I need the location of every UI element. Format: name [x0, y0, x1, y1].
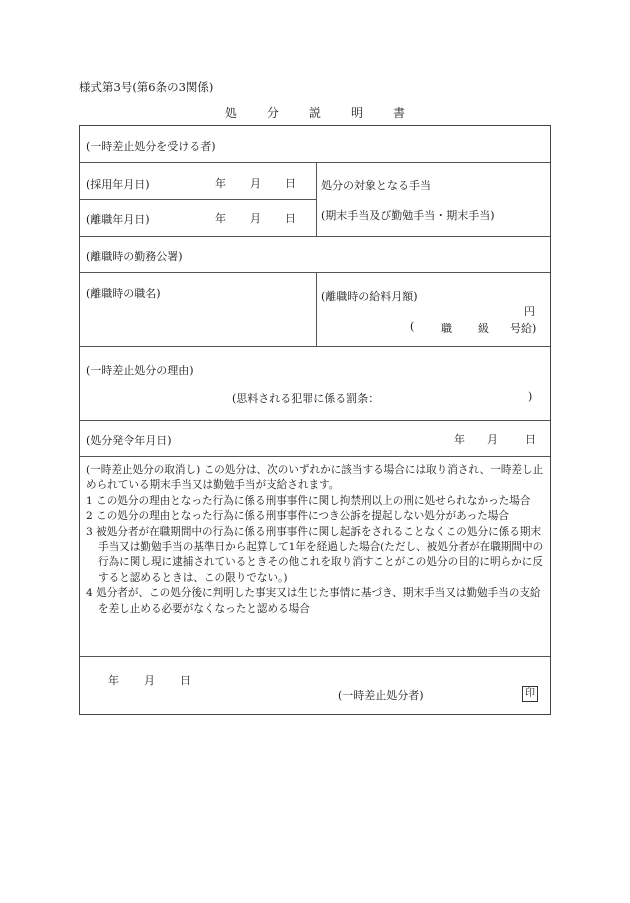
- row-divider: [80, 656, 550, 657]
- hire-date-label: (採用年月日): [86, 178, 150, 191]
- form-frame: [79, 125, 551, 715]
- hire-year-unit: 年: [215, 177, 226, 190]
- column-divider: [316, 162, 317, 236]
- signature-year-unit: 年: [108, 674, 119, 687]
- reason-label: (一時差止処分の理由): [86, 364, 194, 377]
- issue-date-label: (処分発令年月日): [86, 434, 172, 447]
- workplace-label: (離職時の勤務公署): [86, 250, 183, 263]
- penalty-close: ): [528, 390, 533, 403]
- retire-year-unit: 年: [215, 212, 226, 225]
- issuer-label: (一時差止処分者): [338, 689, 424, 702]
- row-divider: [80, 346, 550, 347]
- notes-item: 3 被処分者が在職期間中の行為に係る刑事事件に関し起訴をされることなくこの処分に係る期末手当又は勤勉手当の基準日から起算して1年を経過した場合(ただし、被処分者が在職期間中の行為に関し現に逮捕されているときその他これを取り消すことがこの処分の目的に明らかに反すると認めるときは、この限りでない。): [86, 525, 544, 584]
- salary-label: (離職時の給料月額): [321, 290, 418, 303]
- salary-unit: 円: [524, 305, 535, 318]
- row-divider: [80, 420, 550, 421]
- revocation-notes: [86, 463, 548, 617]
- grade-class: 職: [441, 322, 452, 335]
- issue-day-unit: 日: [525, 433, 536, 446]
- column-divider: [316, 272, 317, 346]
- row-divider: [80, 272, 550, 273]
- penalty-label: (思料される犯罪に係る罰条：: [232, 392, 380, 405]
- grade-level: 級: [478, 322, 489, 335]
- signature-day-unit: 日: [180, 674, 191, 687]
- hire-month-unit: 月: [250, 177, 261, 190]
- issue-year-unit: 年: [454, 433, 465, 446]
- allowance-label: 処分の対象となる手当: [321, 179, 431, 192]
- document-title: 処 分 説 明 書: [224, 106, 406, 120]
- grade-step: 号給): [510, 322, 537, 335]
- position-label: (離職時の職名): [86, 287, 161, 300]
- retire-day-unit: 日: [285, 212, 296, 225]
- signature-month-unit: 月: [144, 674, 155, 687]
- issue-month-unit: 月: [487, 433, 498, 446]
- notes-item: 4 処分者が、この処分後に判明した事実又は生じた事情に基づき、期末手当又は勤勉手当の支給を差し止める必要がなくなったと認める場合: [86, 587, 541, 615]
- notes-intro: (一時差止処分の取消し) この処分は、次のいずれかに該当する場合には取り消され、一時差し止められている期末手当又は勤勉手当が支給されます。: [86, 464, 544, 492]
- seal-mark: 印: [522, 686, 538, 702]
- form-number: 様式第3号(第6条の3関係): [79, 80, 214, 94]
- notes-item: 2 この処分の理由となった行為に係る刑事事件につき公訴を提起しない処分があった場合: [86, 510, 509, 523]
- notes-item: 1 この処分の理由となった行為に係る刑事事件に関し拘禁刑以上の刑に処せられなかった場合: [86, 494, 531, 507]
- retire-month-unit: 月: [250, 212, 261, 225]
- recipient-label: (一時差止処分を受ける者): [86, 140, 216, 153]
- allowance-value: (期末手当及び勤勉手当・期末手当): [321, 209, 495, 222]
- row-divider: [80, 236, 550, 237]
- grade-open: (: [410, 320, 415, 333]
- row-divider: [80, 199, 316, 200]
- hire-day-unit: 日: [285, 177, 296, 190]
- row-divider: [80, 162, 550, 163]
- retire-date-label: (離職年月日): [86, 213, 150, 226]
- row-divider: [80, 456, 550, 457]
